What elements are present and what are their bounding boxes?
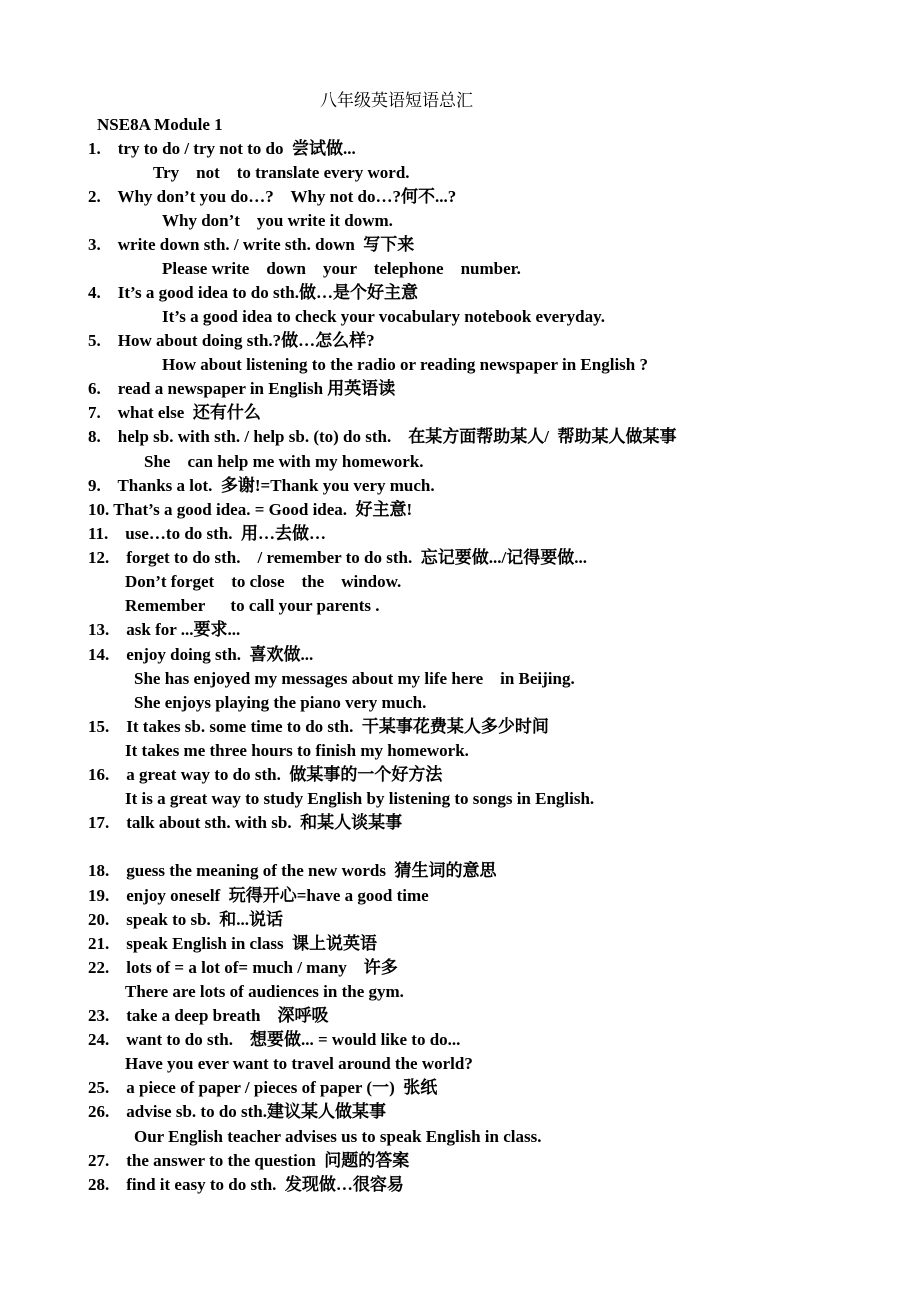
- example-sentence: Why don’t you write it dowm.: [162, 211, 393, 230]
- phrase-item: 22. lots of = a lot of= much / many 许多: [88, 958, 398, 977]
- phrase-item: 26. advise sb. to do sth.建议某人做某事: [88, 1102, 387, 1121]
- example-sentence: Our English teacher advises us to speak English in class.: [134, 1127, 542, 1146]
- phrase-item: 13. ask for ...要求...: [88, 620, 241, 639]
- example-sentence: Remember to call your parents .: [125, 596, 380, 615]
- phrase-item: 10. That’s a good idea. = Good idea. 好主意!: [88, 500, 413, 519]
- phrase-item: 18. guess the meaning of the new words 猜生词的意思: [88, 861, 497, 880]
- example-sentence: Don’t forget to close the window.: [125, 572, 402, 591]
- phrase-item: 21. speak English in class 课上说英语: [88, 934, 378, 953]
- phrase-item: 27. the answer to the question 问题的答案: [88, 1151, 410, 1170]
- example-sentence: There are lots of audiences in the gym.: [125, 982, 404, 1001]
- phrase-item: 3. write down sth. / write sth. down 写下来: [88, 235, 415, 254]
- phrase-item: 23. take a deep breath 深呼吸: [88, 1006, 329, 1025]
- example-sentence: It is a great way to study English by listening to songs in English.: [125, 789, 595, 808]
- phrase-item: 1. try to do / try not to do 尝试做...: [88, 139, 356, 158]
- phrase-item: 11. use…to do sth. 用…去做…: [88, 524, 327, 543]
- phrase-item: 2. Why don’t you do…? Why not do…?何不...?: [88, 187, 457, 206]
- module-heading: NSE8A Module 1: [97, 115, 223, 134]
- example-sentence: How about listening to the radio or reading newspaper in English ?: [162, 355, 648, 374]
- example-sentence: She has enjoyed my messages about my life here in Beijing.: [134, 669, 575, 688]
- phrase-item: 24. want to do sth. 想要做... = would like to do...: [88, 1030, 461, 1049]
- phrase-item: 19. enjoy oneself 玩得开心=have a good time: [88, 886, 429, 905]
- phrase-item: 28. find it easy to do sth. 发现做…很容易: [88, 1175, 404, 1194]
- example-sentence: Have you ever want to travel around the world?: [125, 1054, 473, 1073]
- example-sentence: It’s a good idea to check your vocabulary notebook everyday.: [162, 307, 605, 326]
- example-sentence: Please write down your telephone number.: [162, 259, 521, 278]
- phrase-item: 5. How about doing sth.?做…怎么样?: [88, 331, 375, 350]
- phrase-item: 16. a great way to do sth. 做某事的一个好方法: [88, 765, 443, 784]
- example-sentence: She enjoys playing the piano very much.: [134, 693, 427, 712]
- phrase-item: 20. speak to sb. 和...说话: [88, 910, 284, 929]
- phrase-item: 8. help sb. with sth. / help sb. (to) do sth. 在某方面帮助某人/ 帮助某人做某事: [88, 427, 677, 446]
- phrase-item: 9. Thanks a lot. 多谢!=Thank you very much.: [88, 476, 435, 495]
- phrase-item: 15. It takes sb. some time to do sth. 干某事花费某人多少时间: [88, 717, 549, 736]
- phrase-item: 7. what else 还有什么: [88, 403, 261, 422]
- page-title: 八年级英语短语总汇: [320, 91, 473, 110]
- phrase-item: 14. enjoy doing sth. 喜欢做...: [88, 645, 314, 664]
- example-sentence: She can help me with my homework.: [144, 452, 424, 471]
- example-sentence: Try not to translate every word.: [153, 163, 410, 182]
- example-sentence: It takes me three hours to finish my homework.: [125, 741, 469, 760]
- phrase-item: 17. talk about sth. with sb. 和某人谈某事: [88, 813, 403, 832]
- phrase-item: 12. forget to do sth. / remember to do sth. 忘记要做.../记得要做...: [88, 548, 587, 567]
- phrase-item: 6. read a newspaper in English 用英语读: [88, 379, 396, 398]
- phrase-item: 25. a piece of paper / pieces of paper (一) 张纸: [88, 1078, 438, 1097]
- phrase-item: 4. It’s a good idea to do sth.做…是个好主意: [88, 283, 418, 302]
